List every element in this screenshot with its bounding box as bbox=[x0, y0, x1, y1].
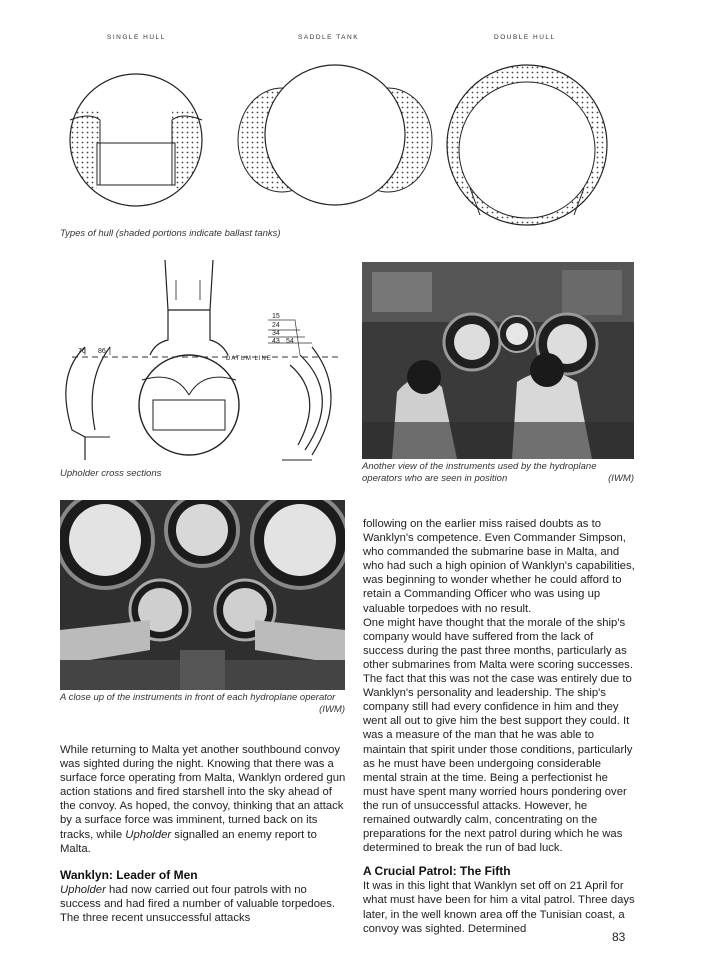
right-paragraph-2: One might have thought that the morale of the ship's company would have suffered from the lack of success during the past three months, particularly as other submarines from Malta were scoring successes. The fact that this was not the case was entirely due to Wanklyn's personality and leadership. The ship's company still had every confidence in him and they went all out to give him the best support they could. It was a measure of the man that he was able to maintain that spirit under those conditions, particularly as he must have been undergoing considerable mental strain at the time. Being a perfectionist he must have spent many worried hours pondering over the run of unsuccessful attacks. However, he remained outwardly calm, concentrating on the preparations for the next patrol during which he was determined to break the run of bad luck. bbox=[363, 616, 633, 855]
left-paragraph-1: While returning to Malta yet another southbound convoy was sighted during the night. Knowing that there was a surface force operating from Malta, Wanklyn ordered gun action stations and fired starshell into the sky ahead of the convoy. As hoped, the convoy, thinking that an attack by a surface force was imminent, turned back on its tracks, while Upholder signalled an enemy report to Malta. bbox=[60, 744, 346, 855]
hull-types-diagram bbox=[0, 0, 711, 240]
saddle-tank-label: SADDLE TANK bbox=[298, 34, 360, 41]
single-hull-label: SINGLE HULL bbox=[107, 34, 166, 41]
photo-right-caption bbox=[362, 461, 634, 485]
saddle-tank-diagram bbox=[238, 65, 432, 205]
hull-types-caption: Types of hull (shaded portions indicate ballast tanks) bbox=[60, 228, 281, 239]
left-column bbox=[60, 743, 347, 925]
num-76: 76 bbox=[78, 348, 86, 355]
photo-right-caption-text: Another view of the instruments used by the hydroplane operators who are seen in position bbox=[362, 461, 597, 484]
photo-left-caption-text: A close up of the instruments in front of each hydroplane operator bbox=[60, 692, 336, 703]
right-heading: A Crucial Patrol: The Fifth bbox=[363, 864, 511, 879]
left-paragraph-2: Upholder had now carried out four patrols with no success and had fired a number of valuable torpedoes. The three recent unsuccessful attacks bbox=[60, 883, 336, 925]
double-hull-diagram bbox=[447, 65, 607, 225]
hydroplane-operators-photo bbox=[362, 262, 634, 459]
double-hull-label: DOUBLE HULL bbox=[494, 34, 556, 41]
upholder-cross-section-diagram bbox=[50, 255, 350, 465]
num-43: 43 bbox=[272, 338, 280, 345]
datum-line-label: DATUM LINE bbox=[226, 356, 272, 362]
page-number: 83 bbox=[612, 930, 626, 944]
num-86: 86 bbox=[98, 348, 106, 355]
right-paragraph-1: following on the earlier miss raised doubts as to Wanklyn's competence. Even Commander Simpson, who commanded the submarine base in Malta, and who had such a high opinion of Wanklyn's capabilities, was beginning to wonder whether he could afford to retain a Commanding Officer who was using up valuable torpedoes with no result. bbox=[363, 518, 635, 615]
num-54: 54 bbox=[286, 338, 294, 345]
hydroplane-operators-image bbox=[362, 262, 634, 459]
single-hull-diagram bbox=[60, 74, 212, 213]
num-34: 34 bbox=[272, 330, 280, 337]
right-column bbox=[363, 517, 635, 936]
num-24: 24 bbox=[272, 322, 280, 329]
instruments-closeup-image bbox=[60, 500, 345, 690]
instruments-closeup-photo bbox=[60, 500, 345, 690]
photo-right-credit: (IWM) bbox=[608, 473, 634, 484]
left-heading: Wanklyn: Leader of Men bbox=[60, 867, 198, 882]
right-paragraph-3: It was in this light that Wanklyn set off on 21 April for what must have been for him a vital patrol. Three days later, in the well known area off the Tunisian coast, a convoy was sighted. Determined bbox=[363, 880, 635, 935]
photo-left-caption bbox=[60, 692, 345, 716]
photo-left-credit: (IWM) bbox=[319, 704, 345, 715]
cross-section-caption: Upholder cross sections bbox=[60, 468, 162, 479]
num-15: 15 bbox=[272, 313, 280, 320]
